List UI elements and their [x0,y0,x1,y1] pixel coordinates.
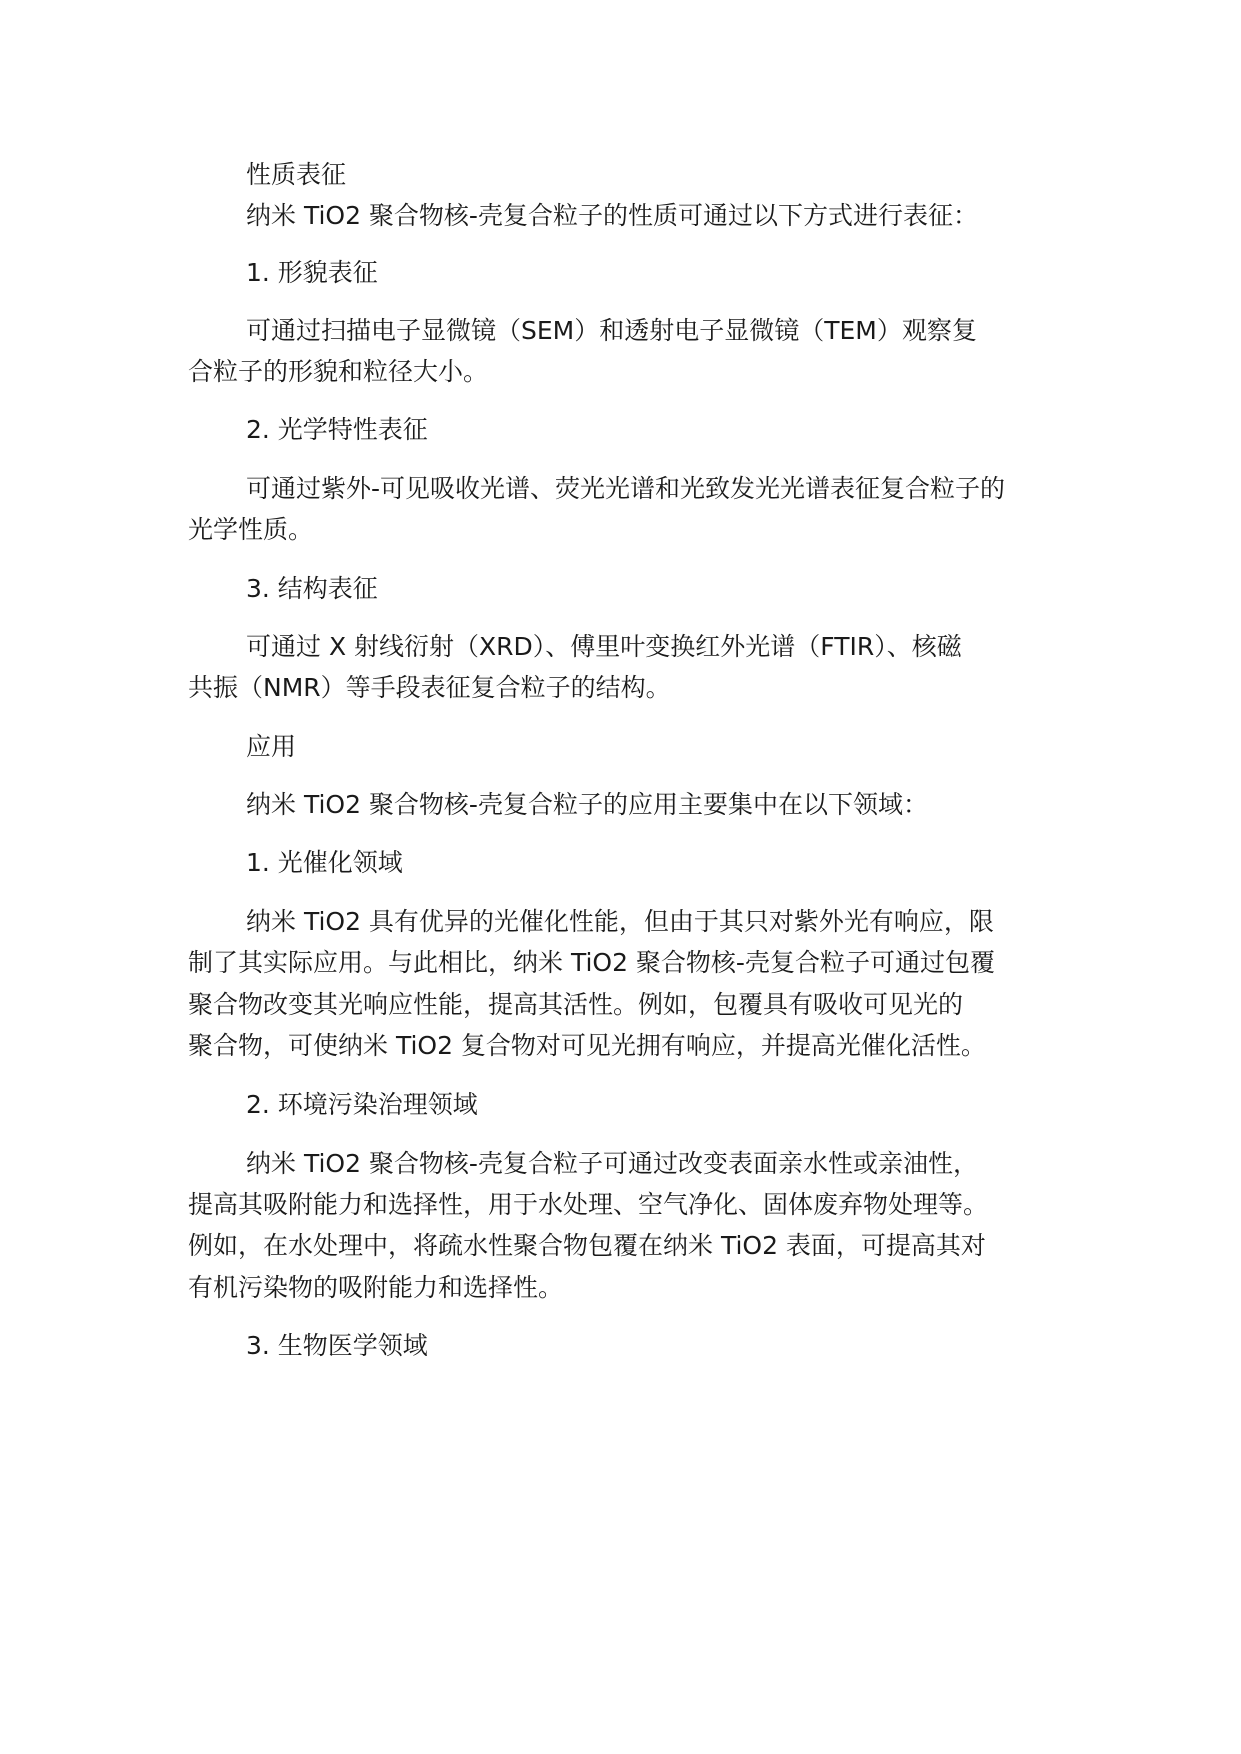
subheading-environment: 2. 环境污染治理领域 [246,1090,478,1119]
subheading-photocatalysis: 1. 光催化领域 [246,848,403,877]
paragraph-line: 纳米 TiO2 聚合物核-壳复合粒子可通过改变表面亲水性或亲油性， [246,1149,978,1178]
paragraph-line: 纳米 TiO2 聚合物核-壳复合粒子的应用主要集中在以下领域： [246,790,928,819]
paragraph-line: 可通过 X 射线衍射（XRD）、傅里叶变换红外光谱（FTIR）、核磁 [246,632,962,661]
paragraph-line: 制了其实际应用。与此相比，纳米 TiO2 聚合物核-壳复合粒子可通过包覆 [188,948,995,977]
subheading-structure: 3. 结构表征 [246,574,378,603]
paragraph-line: 例如，在水处理中，将疏水性聚合物包覆在纳米 TiO2 表面，可提高其对 [188,1231,986,1260]
paragraph-line: 光学性质。 [188,515,314,544]
paragraph-line: 聚合物改变其光响应性能，提高其活性。例如，包覆具有吸收可见光的 [188,990,964,1019]
paragraph-line: 聚合物，可使纳米 TiO2 复合物对可见光拥有响应，并提高光催化活性。 [188,1031,986,1060]
paragraph-line: 纳米 TiO2 具有优异的光催化性能，但由于其只对紫外光有响应，限 [246,907,994,936]
subheading-optical: 2. 光学特性表征 [246,415,428,444]
paragraph-line: 合粒子的形貌和粒径大小。 [188,357,489,386]
paragraph-line: 共振（NMR）等手段表征复合粒子的结构。 [188,673,671,702]
paragraph-line: 可通过紫外-可见吸收光谱、荧光光谱和光致发光光谱表征复合粒子的 [246,474,1006,503]
paragraph-line: 有机污染物的吸附能力和选择性。 [188,1273,564,1302]
paragraph-line: 纳米 TiO2 聚合物核-壳复合粒子的性质可通过以下方式进行表征： [246,201,978,230]
paragraph-line: 可通过扫描电子显微镜（SEM）和透射电子显微镜（TEM）观察复 [246,316,977,345]
paragraph-line: 提高其吸附能力和选择性，用于水处理、空气净化、固体废弃物处理等。 [188,1190,989,1219]
subheading-morphology: 1. 形貌表征 [246,258,378,287]
heading-applications: 应用 [246,732,297,761]
heading-characterization: 性质表征 [246,160,347,189]
subheading-biomedical: 3. 生物医学领域 [246,1331,428,1360]
